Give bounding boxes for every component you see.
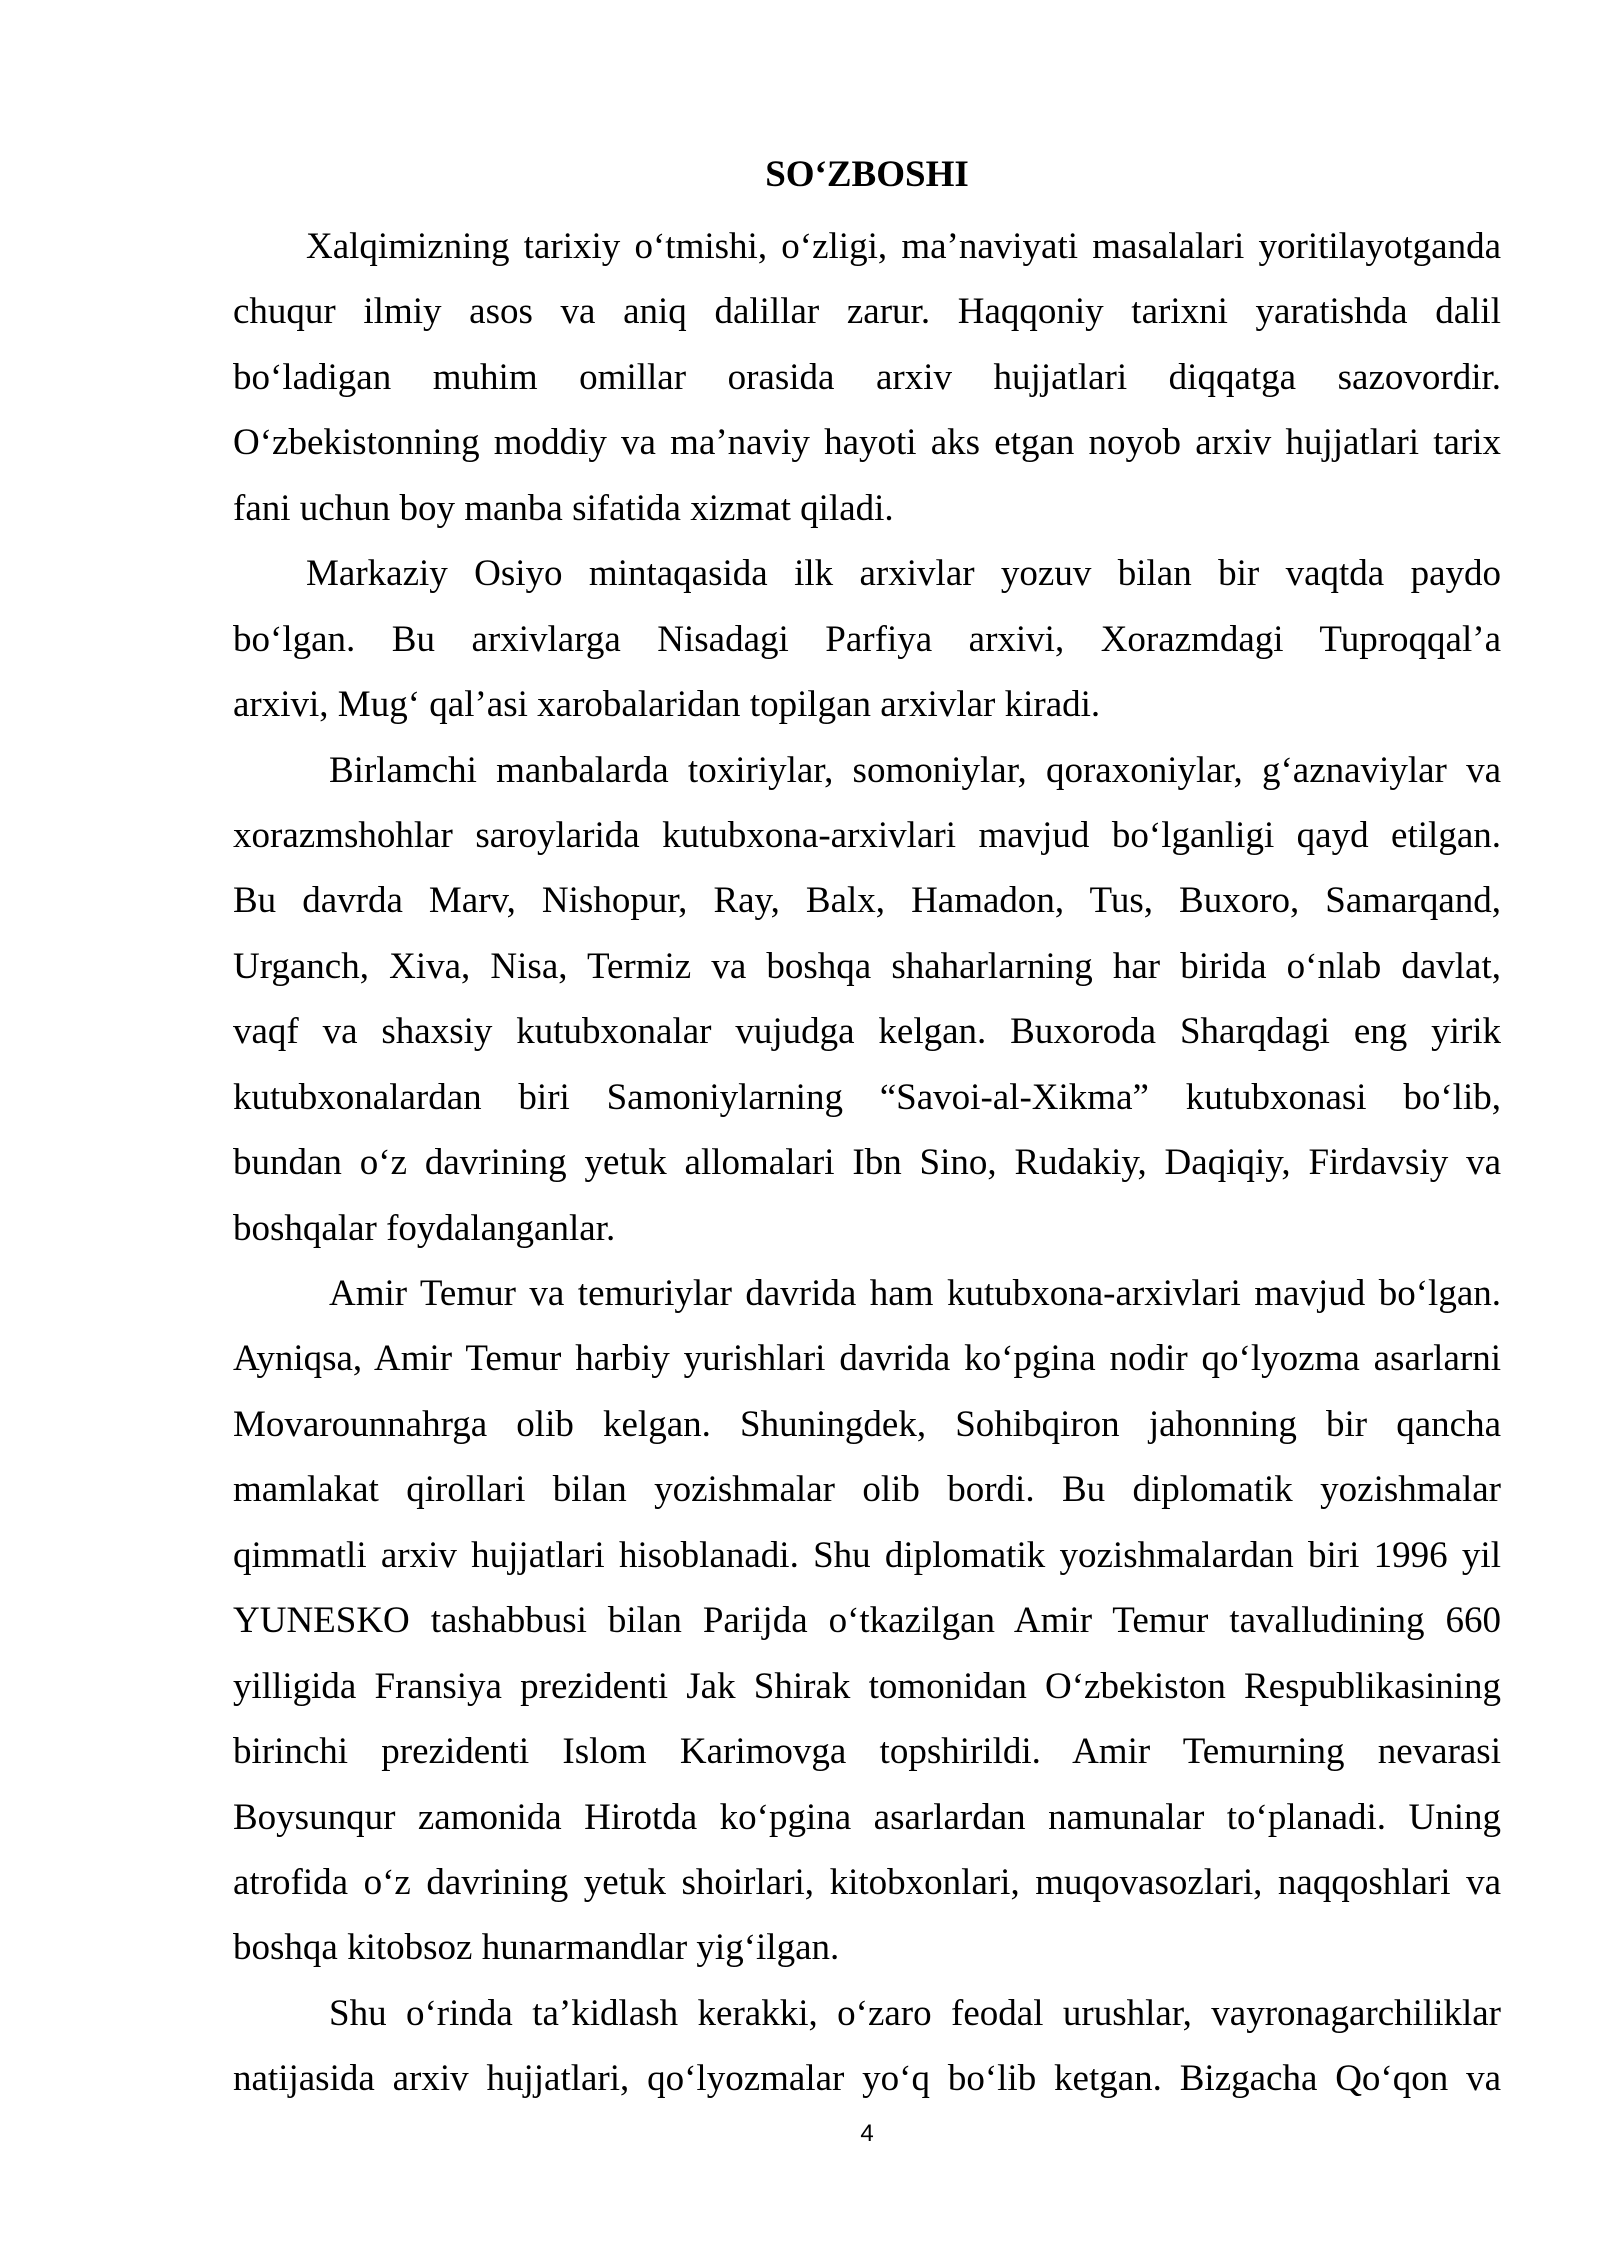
paragraph [233,1981,1501,2112]
text-line: Markaziy Osiyo mintaqasida ilk arxivlar yozuv bilan bir vaqtda paydo [306,553,1501,595]
text-line: natijasida arxiv hujjatlari, qo‘lyozmalar yo‘q bo‘lib ketgan. Bizgacha Qo‘qon va [233,2058,1501,2100]
text-line: vaqf va shaxsiy kutubxonalar vujudga kelgan. Buxoroda Sharqdagi eng yirik [233,1011,1501,1053]
page-number: 4 [860,2120,874,2147]
text-line: yilligida Fransiya prezidenti Jak Shirak tomonidan O‘zbekiston Respublikasining [233,1665,1501,1707]
text-line: Amir Temur va temuriylar davrida ham kutubxona-arxivlari mavjud bo‘lgan. [329,1273,1501,1314]
text-line: arxivi, Mug‘ qal’asi xarobalaridan topilgan arxivlar kiradi. [233,684,1101,726]
text-line: Boysunqur zamonida Hirotda ko‘pgina asarlardan namunalar to‘planadi. Uning [233,1796,1501,1838]
text-line: Urganch, Xiva, Nisa, Termiz va boshqa shaharlarning har birida o‘nlab davlat, [233,945,1501,987]
page-title: SO‘ZBOSHI [765,154,969,195]
text-line: chuqur ilmiy asos va aniq dalillar zarur. Haqqoniy tarixni yaratishda dalil [233,291,1501,333]
text-line: kutubxonalardan biri Samoniylarning “Savoi-al-Xikma” kutubxonasi bo‘lib, [233,1076,1501,1118]
text-line: O‘zbekistonning moddiy va ma’naviy hayoti aks etgan noyob arxiv hujjatlari tarix [233,422,1501,464]
text-line: Xalqimizning tarixiy o‘tmishi, o‘zligi, ma’naviyati masalalari yoritilayotganda [306,226,1501,267]
text-line: birinchi prezidenti Islom Karimovga topshirildi. Amir Temurning nevarasi [233,1731,1501,1773]
text-line: YUNESKO tashabbusi bilan Parijda o‘tkazilgan Amir Temur tavalludining 660 [233,1600,1501,1642]
text-line: bo‘lgan. Bu arxivlarga Nisadagi Parfiya arxivi, Xorazmdagi Tuproqqal’a [233,618,1501,660]
paragraph [233,214,1501,541]
text-line: Bu davrda Marv, Nishopur, Ray, Balx, Hamadon, Tus, Buxoro, Samarqand, [233,880,1501,922]
text-line: bo‘ladigan muhim omillar orasida arxiv hujjatlari diqqatga sazovordir. [233,356,1501,398]
paragraph [233,541,1501,737]
text-line: atrofida o‘z davrining yetuk shoirlari, kitobxonlari, muqovasozlari, naqqoshlari va [233,1861,1501,1903]
paragraph [233,1261,1501,1981]
text-line: bundan o‘z davrining yetuk allomalari Ibn Sino, Rudakiy, Daqiqiy, Firdavsiy va [233,1142,1501,1184]
text-line: mamlakat qirollari bilan yozishmalar olib bordi. Bu diplomatik yozishmalar [233,1469,1501,1511]
text-line: xorazmshohlar saroylarida kutubxona-arxivlari mavjud bo‘lganligi qayd etilgan. [233,814,1501,856]
text-line: boshqa kitobsoz hunarmandlar yig‘ilgan. [233,1927,840,1969]
text-line: qimmatli arxiv hujjatlari hisoblanadi. Shu diplomatik yozishmalardan biri 1996 yil [233,1534,1501,1576]
text-line: fani uchun boy manba sifatida xizmat qiladi. [233,487,894,529]
text-line: Movarounnahrga olib kelgan. Shuningdek, Sohibqiron jahonning bir qancha [233,1403,1501,1445]
body-text [233,214,1501,2112]
text-line: Birlamchi manbalarda toxiriylar, somoniylar, qoraxoniylar, g‘aznaviylar va [329,749,1501,791]
paragraph [233,738,1501,1262]
text-line: boshqalar foydalanganlar. [233,1207,616,1249]
text-line: Shu o‘rinda ta’kidlash kerakki, o‘zaro feodal urushlar, vayronagarchiliklar [329,1992,1501,2034]
text-line: Ayniqsa, Amir Temur harbiy yurishlari davrida ko‘pgina nodir qo‘lyozma asarlarni [233,1338,1501,1380]
